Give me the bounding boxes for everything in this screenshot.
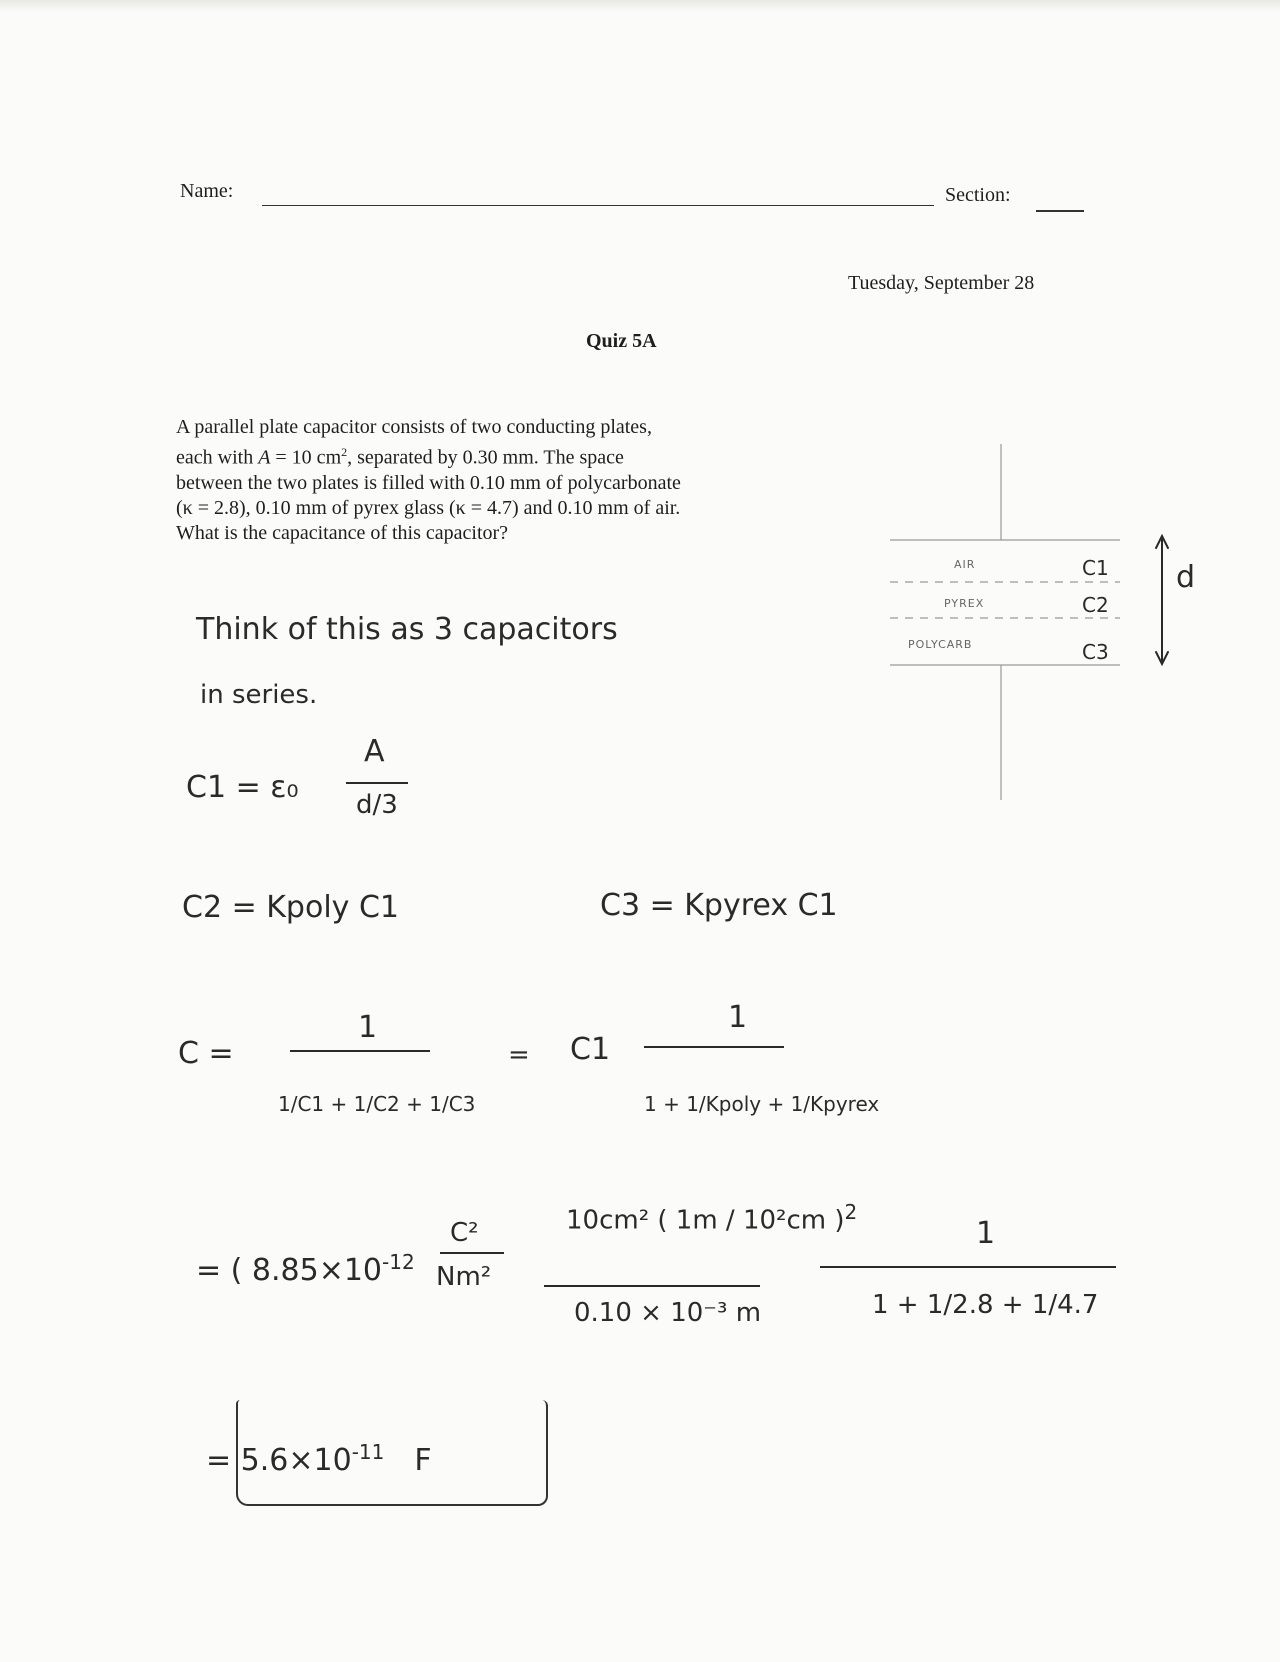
layer-label-air: AIR [954, 558, 976, 571]
constant-unit-denominator: Nm² [436, 1262, 492, 1292]
quiz-title: Quiz 5A [586, 330, 657, 352]
layer-label-pyrex: PYREX [944, 597, 985, 610]
problem-line-5: What is the capacitance of this capacitor? [176, 521, 509, 544]
separation-value: 0.10 × 10⁻³ m [574, 1298, 762, 1328]
scan-edge [0, 0, 1280, 12]
cap-label-c1: C1 [1082, 556, 1109, 580]
equals-sign: = [508, 1040, 530, 1070]
c1-fraction-bar [346, 782, 408, 784]
kappa-fraction-bar [644, 1046, 784, 1048]
capacitor-diagram [880, 440, 1210, 810]
cap-label-c3: C3 [1082, 640, 1109, 664]
problem-line-1: A parallel plate capacitor consists of two conducting plates, [176, 416, 652, 438]
kappa-sum-denominator: 1 + 1/2.8 + 1/4.7 [872, 1290, 1099, 1320]
area-fraction-bar [544, 1285, 760, 1287]
gap-label-d: d [1176, 560, 1196, 595]
area-conversion: 10cm² ( 1m / 10²cm )$^2$ [566, 1200, 858, 1236]
problem-line-4: (κ = 2.8), 0.10 mm of pyrex glass (κ = 4.7) and 0.10 mm of air. [176, 496, 681, 519]
problem-line-2: each with A = 10 $cm^2$, separated by 0.30 mm. The space [176, 445, 624, 469]
name-label: Name: [180, 180, 234, 202]
constant-value: = ( $8.85\times 10^{-12}$ [196, 1250, 415, 1288]
c-lhs: C = [178, 1036, 234, 1071]
c1-denominator: d/3 [356, 790, 398, 820]
series-fraction-bar [290, 1050, 430, 1052]
c1-factor: C1 [570, 1032, 611, 1067]
section-label: Section: [945, 184, 1011, 206]
c2-equation: C2 = Kpoly C1 [182, 890, 399, 925]
kappa-numerator: 1 [728, 1000, 748, 1035]
series-denominator: 1/C1 + 1/C2 + 1/C3 [278, 1092, 476, 1116]
c3-equation: C3 = Kpyrex C1 [600, 888, 838, 923]
quiz-date: Tuesday, September 28 [848, 272, 1035, 294]
solution-intro-line-2: in series. [200, 680, 318, 710]
constant-unit-bar [440, 1252, 504, 1254]
name-line [262, 205, 934, 206]
cap-label-c2: C2 [1082, 593, 1109, 617]
problem-line-3: between the two plates is filled with 0.10 mm of polycarbonate [176, 471, 681, 494]
c1-numerator: A [364, 734, 385, 769]
series-numerator: 1 [358, 1010, 378, 1045]
constant-unit-numerator: C² [450, 1218, 479, 1248]
solution-intro-line-1: Think of this as 3 capacitors [196, 612, 618, 647]
kappa-sum-numerator: 1 [976, 1216, 996, 1251]
c1-lhs: C1 = ε₀ [186, 770, 299, 805]
layer-label-polycarb: POLYCARB [908, 638, 973, 651]
final-answer: = $5.6\times 10^{-11}$ F [206, 1440, 432, 1478]
problem-statement [176, 415, 816, 546]
kappa-sum-fraction-bar [820, 1266, 1116, 1268]
section-line [1036, 210, 1084, 212]
kappa-denominator: 1 + 1/Kpoly + 1/Kpyrex [644, 1092, 880, 1116]
